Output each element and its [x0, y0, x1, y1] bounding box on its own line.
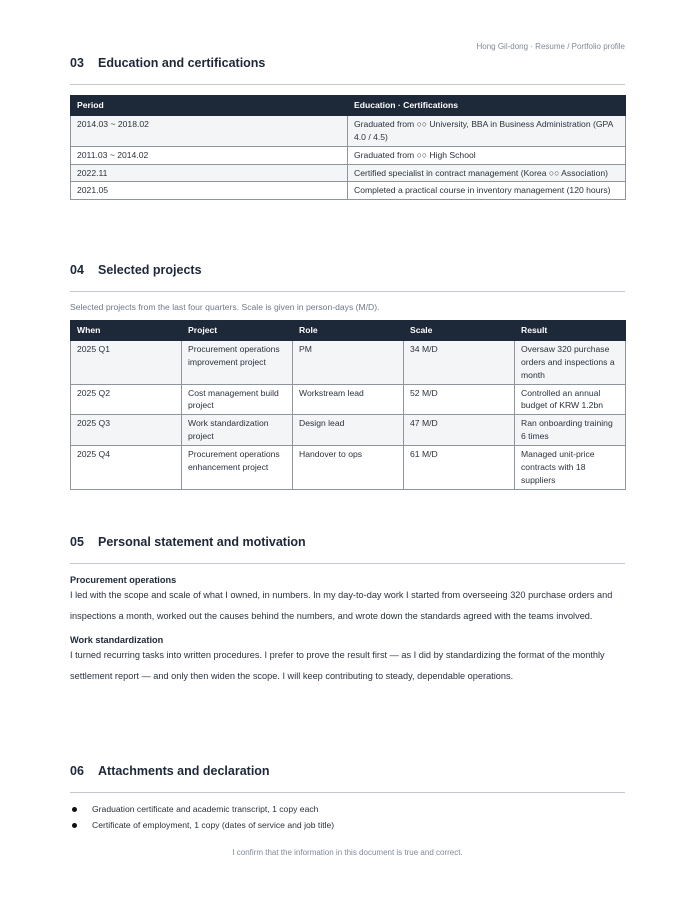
column-header: Education · Certifications: [348, 96, 626, 116]
section-number: 06: [70, 764, 84, 778]
table-cell: 2025 Q4: [71, 446, 182, 490]
attachments-section: [70, 764, 625, 833]
projects-table: [70, 320, 626, 490]
education-section: [70, 56, 625, 200]
column-header: Result: [515, 321, 626, 341]
table-header-row: [71, 321, 626, 341]
table-cell: 61 M/D: [404, 446, 515, 490]
list-item-text: Certificate of employment, 1 copy (dates of service and job title): [92, 819, 335, 830]
section-divider: [70, 563, 625, 564]
table-cell: Handover to ops: [293, 446, 404, 490]
list-item: [70, 802, 625, 818]
table-cell: 2025 Q2: [71, 384, 182, 415]
attachments-list: [70, 802, 625, 833]
section-divider: [70, 84, 625, 85]
table-cell: Procurement operations improvement project: [182, 340, 293, 384]
table-cell: 2025 Q1: [71, 340, 182, 384]
declaration-text: I confirm that the information in this document is true and correct.: [232, 848, 463, 857]
table-cell: Cost management build project: [182, 384, 293, 415]
statement-paragraph: I led with the scope and scale of what I owned, in numbers. In my day-to-day work I started from overseeing 320 purchase orders and inspections a month, worked out the causes behind the numbers, and wrote down the standards agreed with the teams involved.: [70, 590, 613, 621]
section-number: 04: [70, 263, 84, 277]
table-cell: 34 M/D: [404, 340, 515, 384]
section-title: Personal statement and motivation: [98, 535, 306, 549]
table-cell: Work standardization project: [182, 415, 293, 446]
column-header: Scale: [404, 321, 515, 341]
section-title: Selected projects: [98, 263, 202, 277]
statement-paragraph: I turned recurring tasks into written procedures. I prefer to prove the result first — as I did by standardizing the format of the monthly settlement report — and only then widen the scope. I will keep contributing to steady, dependable operations.: [70, 650, 605, 681]
table-row: [71, 146, 626, 164]
section-heading: [70, 263, 625, 277]
table-cell: 47 M/D: [404, 415, 515, 446]
section-heading: [70, 535, 625, 549]
section-title: Education and certifications: [98, 56, 266, 70]
table-row: [71, 115, 626, 146]
section-number: 03: [70, 56, 84, 70]
column-header: Period: [71, 96, 348, 116]
projects-section: [70, 263, 625, 490]
table-row: [71, 415, 626, 446]
table-cell: Certified specialist in contract management (Korea ○○ Association): [348, 164, 626, 182]
table-row: [71, 340, 626, 384]
table-cell: Design lead: [293, 415, 404, 446]
section-number: 05: [70, 535, 84, 549]
bullet-icon: [72, 823, 77, 828]
table-cell: Ran onboarding training 6 times: [515, 415, 626, 446]
table-row: [71, 164, 626, 182]
list-item: [70, 818, 625, 834]
statement-subheading: Procurement operations: [70, 575, 177, 585]
table-cell: PM: [293, 340, 404, 384]
table-cell: Oversaw 320 purchase orders and inspections a month: [515, 340, 626, 384]
column-header: When: [71, 321, 182, 341]
table-cell: 52 M/D: [404, 384, 515, 415]
table-cell: 2021.05: [71, 182, 348, 200]
section-divider: [70, 792, 625, 793]
table-cell: 2014.03 ~ 2018.02: [71, 115, 348, 146]
table-cell: Graduated from ○○ University, BBA in Business Administration (GPA 4.0 / 4.5): [348, 115, 626, 146]
table-row: [71, 182, 626, 200]
education-table: [70, 95, 626, 200]
table-cell: 2025 Q3: [71, 415, 182, 446]
statement-section: [70, 535, 625, 686]
statement-subheading: Work standardization: [70, 635, 164, 645]
section-title: Attachments and declaration: [98, 764, 270, 778]
table-cell: Managed unit-price contracts with 18 suppliers: [515, 446, 626, 490]
section-heading: [70, 56, 625, 70]
column-header: Role: [293, 321, 404, 341]
table-header-row: [71, 96, 626, 116]
bullet-icon: [72, 807, 77, 812]
section-divider: [70, 291, 625, 292]
column-header: Project: [182, 321, 293, 341]
table-row: [71, 446, 626, 490]
projects-intro: Selected projects from the last four quarters. Scale is given in person-days (M/D).: [70, 302, 380, 312]
table-cell: Procurement operations enhancement project: [182, 446, 293, 490]
table-cell: 2011.03 ~ 2014.02: [71, 146, 348, 164]
table-cell: Graduated from ○○ High School: [348, 146, 626, 164]
table-cell: 2022.11: [71, 164, 348, 182]
table-row: [71, 384, 626, 415]
table-cell: Completed a practical course in inventory management (120 hours): [348, 182, 626, 200]
table-cell: Controlled an annual budget of KRW 1.2bn: [515, 384, 626, 415]
section-heading: [70, 764, 625, 778]
list-item-text: Graduation certificate and academic transcript, 1 copy each: [92, 804, 319, 814]
table-cell: Workstream lead: [293, 384, 404, 415]
running-header: Hong Gil-dong · Resume / Portfolio profile: [476, 42, 625, 51]
